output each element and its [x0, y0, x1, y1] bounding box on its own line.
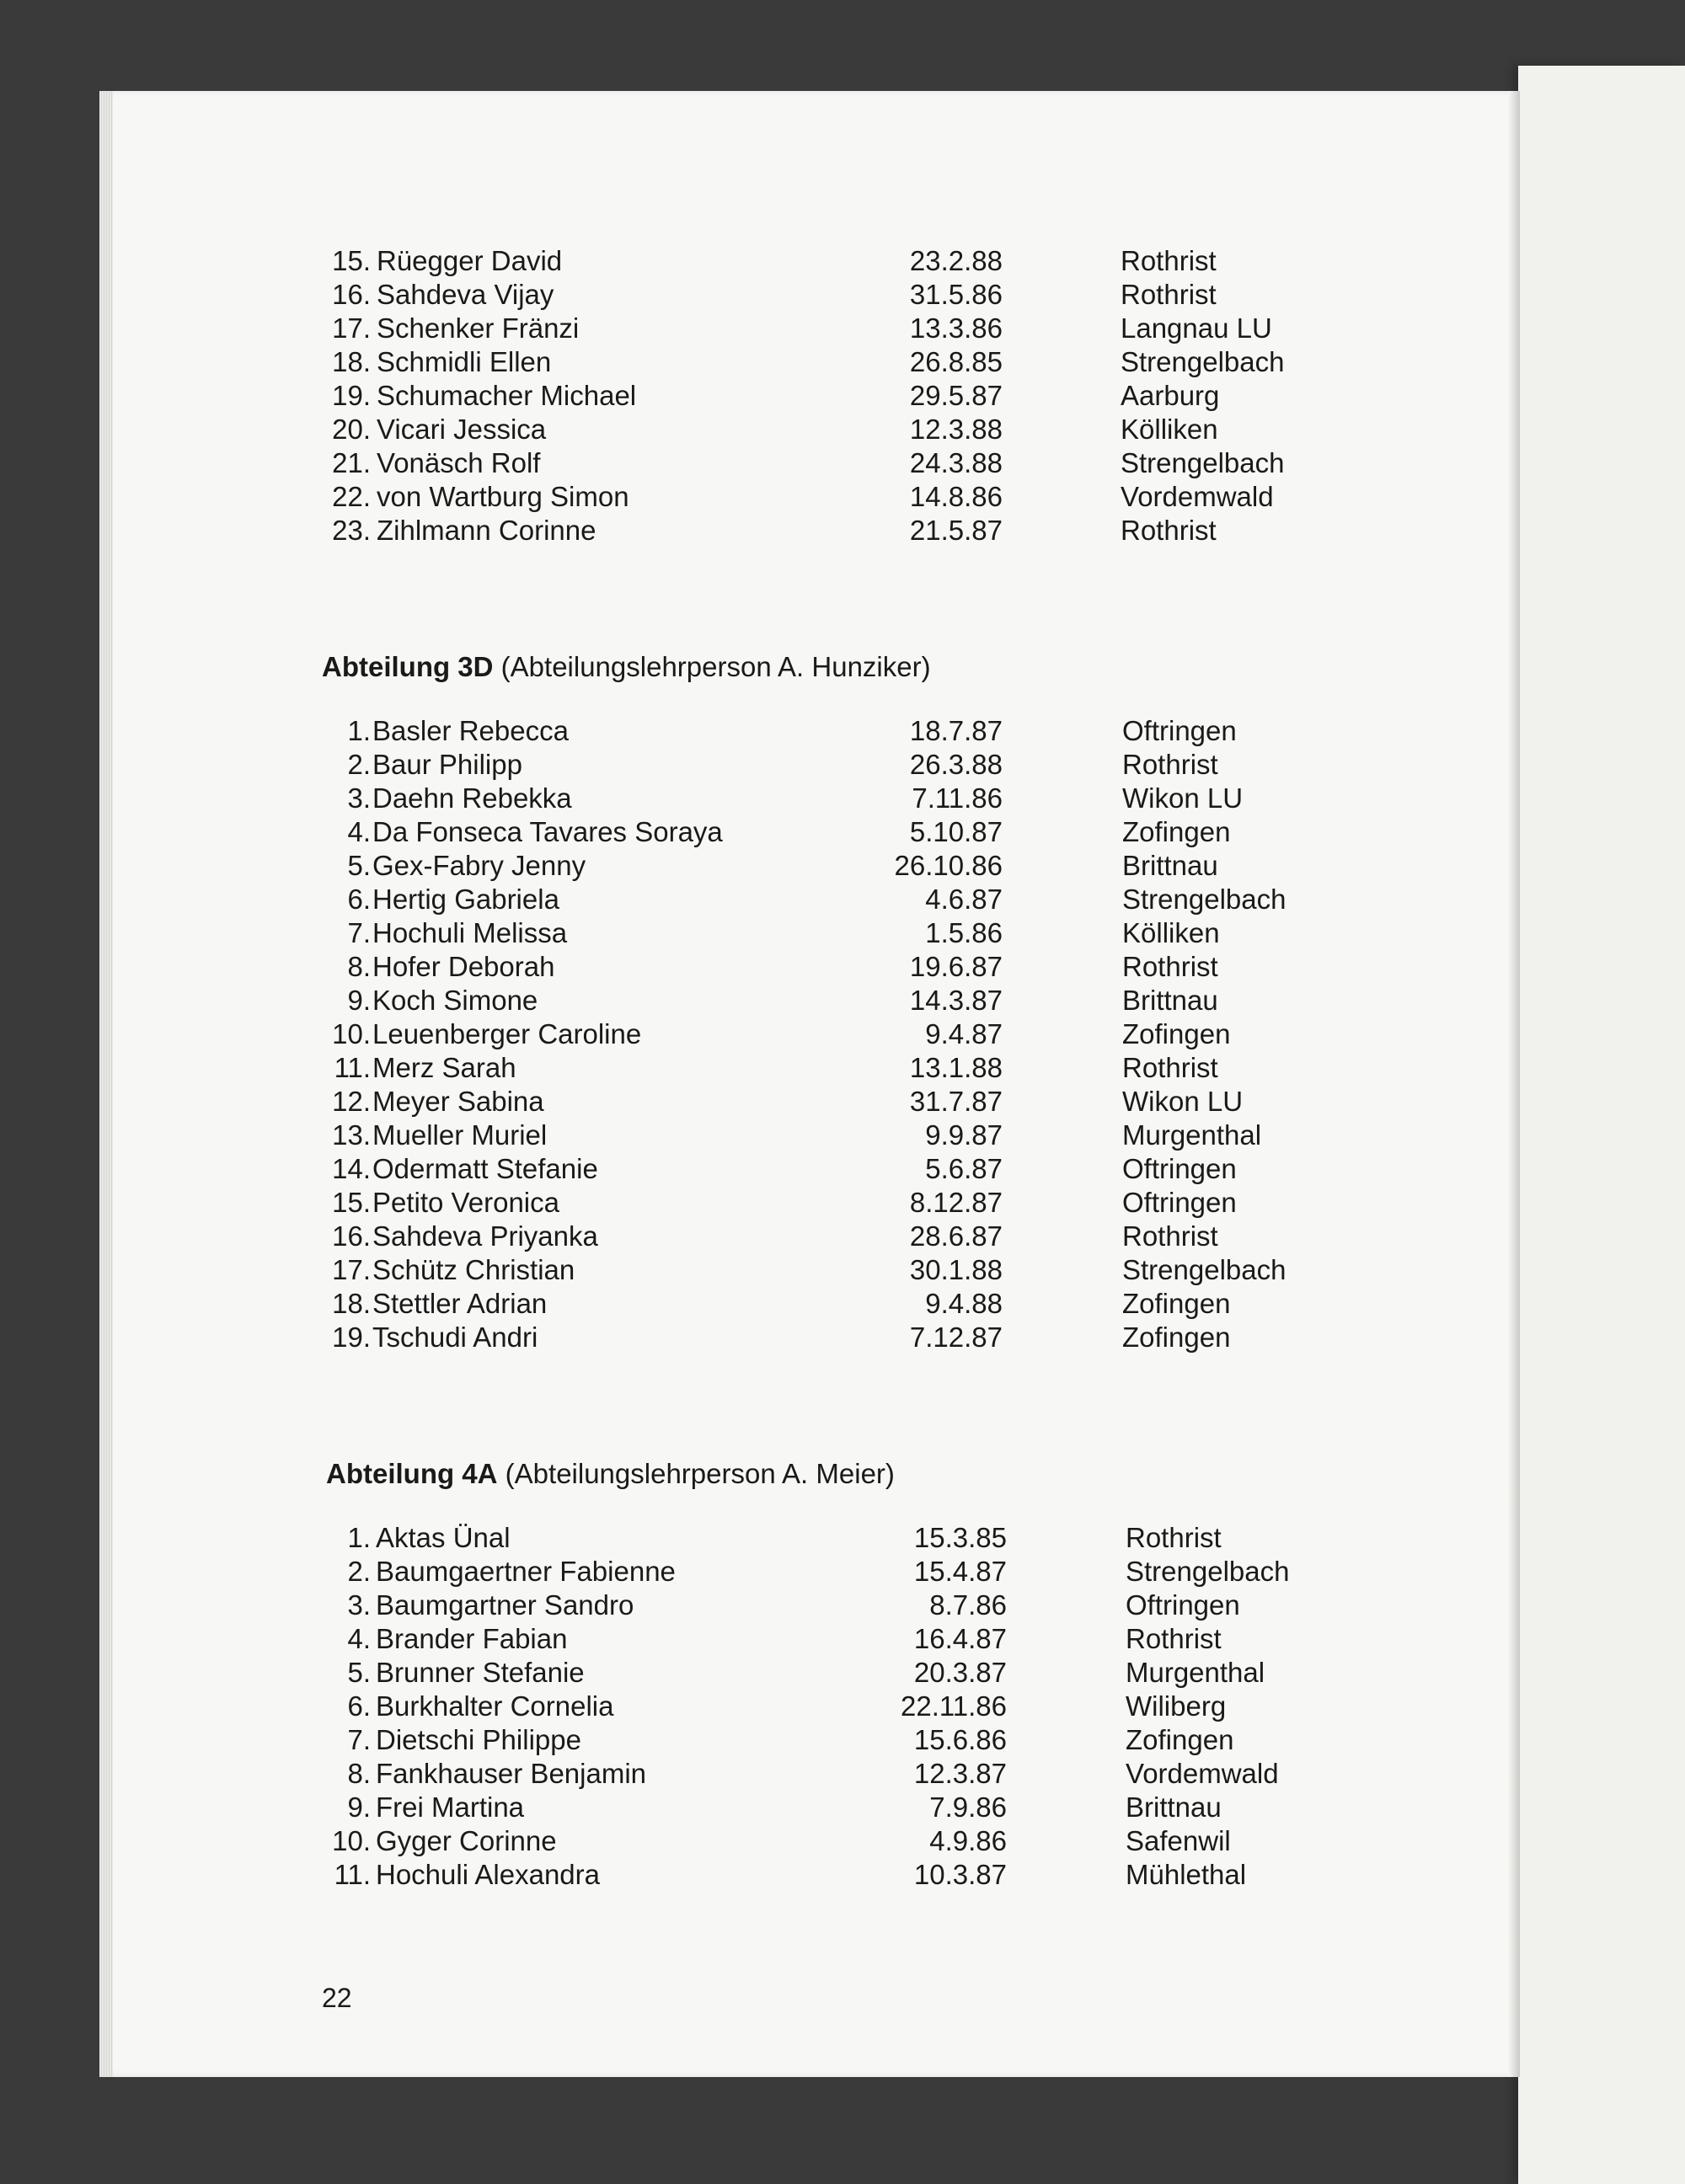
birth-date: 20.3.87 — [913, 1657, 1007, 1688]
home-town: Zofingen — [1126, 1724, 1234, 1755]
student-name: Brunner Stefanie — [376, 1657, 585, 1688]
student-name: Zihlmann Corinne — [377, 515, 596, 546]
student-name: Vicari Jessica — [377, 414, 547, 445]
student-name: Petito Veronica — [372, 1187, 559, 1218]
row-number: 20. — [332, 414, 371, 445]
row-number: 18. — [332, 1288, 371, 1319]
birth-date: 7.9.86 — [929, 1792, 1007, 1823]
birth-date: 21.5.87 — [909, 515, 1003, 546]
student-name: Vonäsch Rolf — [377, 447, 541, 478]
row-number: 4. — [347, 816, 371, 847]
section-heading-3d — [322, 650, 931, 684]
home-town: Wikon LU — [1122, 782, 1244, 814]
home-town: Zofingen — [1122, 1288, 1231, 1319]
birth-date: 14.8.86 — [909, 481, 1003, 512]
row-number: 16. — [332, 1220, 371, 1252]
student-name: Odermatt Stefanie — [372, 1153, 598, 1184]
home-town: Brittnau — [1122, 985, 1218, 1016]
home-town: Kölliken — [1121, 414, 1218, 445]
student-name: Gex-Fabry Jenny — [372, 850, 586, 881]
birth-date: 31.5.86 — [909, 279, 1003, 310]
student-name: Da Fonseca Tavares Soraya — [372, 816, 723, 847]
birth-date: 4.6.87 — [925, 884, 1003, 915]
student-name: Basler Rebecca — [372, 715, 569, 746]
student-name: Meyer Sabina — [372, 1086, 544, 1117]
row-number: 3. — [347, 782, 371, 814]
row-number: 1. — [347, 1522, 371, 1553]
student-name: Schütz Christian — [372, 1254, 575, 1285]
student-name: Frei Martina — [376, 1792, 525, 1823]
row-number: 18. — [332, 346, 371, 377]
page-number: 22 — [322, 1983, 352, 2013]
home-town: Rothrist — [1121, 515, 1217, 546]
home-town: Rothrist — [1121, 279, 1217, 310]
birth-date: 19.6.87 — [909, 951, 1003, 982]
birth-date: 9.4.88 — [925, 1288, 1003, 1319]
birth-date: 13.1.88 — [909, 1052, 1003, 1083]
row-number: 4. — [347, 1623, 371, 1654]
row-number: 23. — [332, 515, 371, 546]
row-number: 15. — [332, 245, 371, 276]
row-number: 21. — [332, 447, 371, 478]
row-number: 15. — [332, 1187, 371, 1218]
student-name: Baumgartner Sandro — [376, 1589, 634, 1621]
student-name: Rüegger David — [377, 245, 563, 276]
home-town: Brittnau — [1126, 1792, 1222, 1823]
student-name: Fankhauser Benjamin — [376, 1758, 647, 1789]
birth-date: 18.7.87 — [909, 715, 1003, 746]
birth-date: 5.10.87 — [909, 816, 1003, 847]
birth-date: 31.7.87 — [909, 1086, 1003, 1117]
student-name: Dietschi Philippe — [376, 1724, 581, 1755]
student-name: Brander Fabian — [376, 1623, 568, 1654]
student-name: Stettler Adrian — [372, 1288, 548, 1319]
student-name: Sahdeva Priyanka — [372, 1220, 598, 1252]
row-number: 7. — [347, 917, 371, 948]
birth-date: 7.11.86 — [912, 782, 1003, 814]
student-name: Hertig Gabriela — [372, 884, 559, 915]
row-number: 16. — [332, 279, 371, 310]
home-town: Vordemwald — [1126, 1758, 1279, 1789]
student-name: Schenker Fränzi — [377, 312, 580, 344]
birth-date: 7.12.87 — [909, 1322, 1003, 1353]
birth-date: 26.8.85 — [909, 346, 1003, 377]
row-number: 6. — [347, 884, 371, 915]
student-name: Schumacher Michael — [377, 380, 637, 411]
home-town: Safenwil — [1126, 1825, 1231, 1856]
student-name: Leuenberger Caroline — [372, 1018, 642, 1049]
section-teacher: (Abteilungslehrperson A. Meier) — [497, 1458, 895, 1489]
row-number: 9. — [347, 985, 371, 1016]
section-title: Abteilung 4A — [326, 1458, 498, 1489]
home-town: Vordemwald — [1121, 481, 1274, 512]
row-number: 11. — [334, 1052, 371, 1083]
birth-date: 26.10.86 — [894, 850, 1003, 881]
row-number: 10. — [332, 1825, 371, 1856]
birth-date: 5.6.87 — [925, 1153, 1003, 1184]
home-town: Rothrist — [1122, 1052, 1218, 1083]
home-town: Aarburg — [1121, 380, 1220, 411]
home-town: Mühlethal — [1126, 1859, 1247, 1890]
student-name: Schmidli Ellen — [377, 346, 552, 377]
birth-date: 9.4.87 — [925, 1018, 1003, 1049]
student-name: Tschudi Andri — [372, 1322, 538, 1353]
home-town: Zofingen — [1122, 816, 1231, 847]
home-town: Strengelbach — [1126, 1556, 1290, 1587]
home-town: Zofingen — [1122, 1018, 1231, 1049]
home-town: Rothrist — [1121, 245, 1217, 276]
row-number: 11. — [334, 1859, 371, 1890]
row-number: 19. — [332, 1322, 371, 1353]
home-town: Oftringen — [1122, 1153, 1237, 1184]
row-number: 5. — [347, 850, 371, 881]
birth-date: 28.6.87 — [909, 1220, 1003, 1252]
home-town: Rothrist — [1122, 951, 1218, 982]
student-name: Aktas Ünal — [376, 1522, 511, 1553]
student-name: Merz Sarah — [372, 1052, 516, 1083]
row-number: 6. — [347, 1690, 371, 1722]
student-name: Sahdeva Vijay — [377, 279, 554, 310]
home-town: Rothrist — [1122, 1220, 1218, 1252]
birth-date: 15.4.87 — [913, 1556, 1007, 1587]
home-town: Langnau LU — [1121, 312, 1272, 344]
section-title: Abteilung 3D — [322, 651, 494, 682]
student-name: Baur Philipp — [372, 749, 522, 780]
home-town: Murgenthal — [1122, 1119, 1262, 1151]
row-number: 13. — [332, 1119, 371, 1151]
birth-date: 8.7.86 — [929, 1589, 1007, 1621]
section-teacher: (Abteilungslehrperson A. Hunziker) — [493, 651, 931, 682]
birth-date: 26.3.88 — [909, 749, 1003, 780]
row-number: 1. — [347, 715, 371, 746]
home-town: Oftringen — [1126, 1589, 1240, 1621]
home-town: Murgenthal — [1126, 1657, 1265, 1688]
birth-date: 16.4.87 — [913, 1623, 1007, 1654]
row-number: 17. — [332, 1254, 371, 1285]
birth-date: 4.9.86 — [929, 1825, 1007, 1856]
birth-date: 13.3.86 — [909, 312, 1003, 344]
row-number: 17. — [332, 312, 371, 344]
row-number: 10. — [332, 1018, 371, 1049]
birth-date: 10.3.87 — [913, 1859, 1007, 1890]
home-town: Zofingen — [1122, 1322, 1231, 1353]
birth-date: 24.3.88 — [909, 447, 1003, 478]
row-number: 14. — [332, 1153, 371, 1184]
row-number: 12. — [332, 1086, 371, 1117]
birth-date: 14.3.87 — [909, 985, 1003, 1016]
row-number: 3. — [347, 1589, 371, 1621]
home-town: Oftringen — [1122, 1187, 1237, 1218]
row-number: 8. — [347, 1758, 371, 1789]
home-town: Rothrist — [1126, 1623, 1222, 1654]
student-name: Hofer Deborah — [372, 951, 555, 982]
student-name: Hochuli Melissa — [372, 917, 568, 948]
birth-date: 29.5.87 — [909, 380, 1003, 411]
birth-date: 30.1.88 — [909, 1254, 1003, 1285]
birth-date: 12.3.87 — [913, 1758, 1007, 1789]
row-number: 2. — [347, 1556, 371, 1587]
home-town: Oftringen — [1122, 715, 1237, 746]
row-number: 5. — [347, 1657, 371, 1688]
home-town: Wikon LU — [1122, 1086, 1244, 1117]
birth-date: 8.12.87 — [909, 1187, 1003, 1218]
student-name: von Wartburg Simon — [377, 481, 629, 512]
row-number: 9. — [347, 1792, 371, 1823]
student-name: Gyger Corinne — [376, 1825, 557, 1856]
birth-date: 12.3.88 — [909, 414, 1003, 445]
birth-date: 1.5.86 — [925, 917, 1003, 948]
birth-date: 15.6.86 — [913, 1724, 1007, 1755]
birth-date: 22.11.86 — [900, 1690, 1007, 1722]
home-town: Rothrist — [1122, 749, 1218, 780]
student-name: Hochuli Alexandra — [376, 1859, 600, 1890]
section-heading-4a — [326, 1457, 895, 1491]
student-name: Burkhalter Cornelia — [376, 1690, 614, 1722]
birth-date: 9.9.87 — [925, 1119, 1003, 1151]
home-town: Strengelbach — [1122, 1254, 1286, 1285]
home-town: Rothrist — [1126, 1522, 1222, 1553]
home-town: Strengelbach — [1121, 447, 1285, 478]
home-town: Strengelbach — [1121, 346, 1285, 377]
home-town: Brittnau — [1122, 850, 1218, 881]
home-town: Kölliken — [1122, 917, 1220, 948]
student-name: Daehn Rebekka — [372, 782, 572, 814]
student-name: Baumgaertner Fabienne — [376, 1556, 676, 1587]
birth-date: 23.2.88 — [909, 245, 1003, 276]
birth-date: 15.3.85 — [913, 1522, 1007, 1553]
home-town: Strengelbach — [1122, 884, 1286, 915]
row-number: 22. — [332, 481, 371, 512]
row-number: 2. — [347, 749, 371, 780]
student-name: Mueller Muriel — [372, 1119, 548, 1151]
student-name: Koch Simone — [372, 985, 538, 1016]
row-number: 19. — [332, 380, 371, 411]
row-number: 7. — [347, 1724, 371, 1755]
home-town: Wiliberg — [1126, 1690, 1227, 1722]
row-number: 8. — [347, 951, 371, 982]
